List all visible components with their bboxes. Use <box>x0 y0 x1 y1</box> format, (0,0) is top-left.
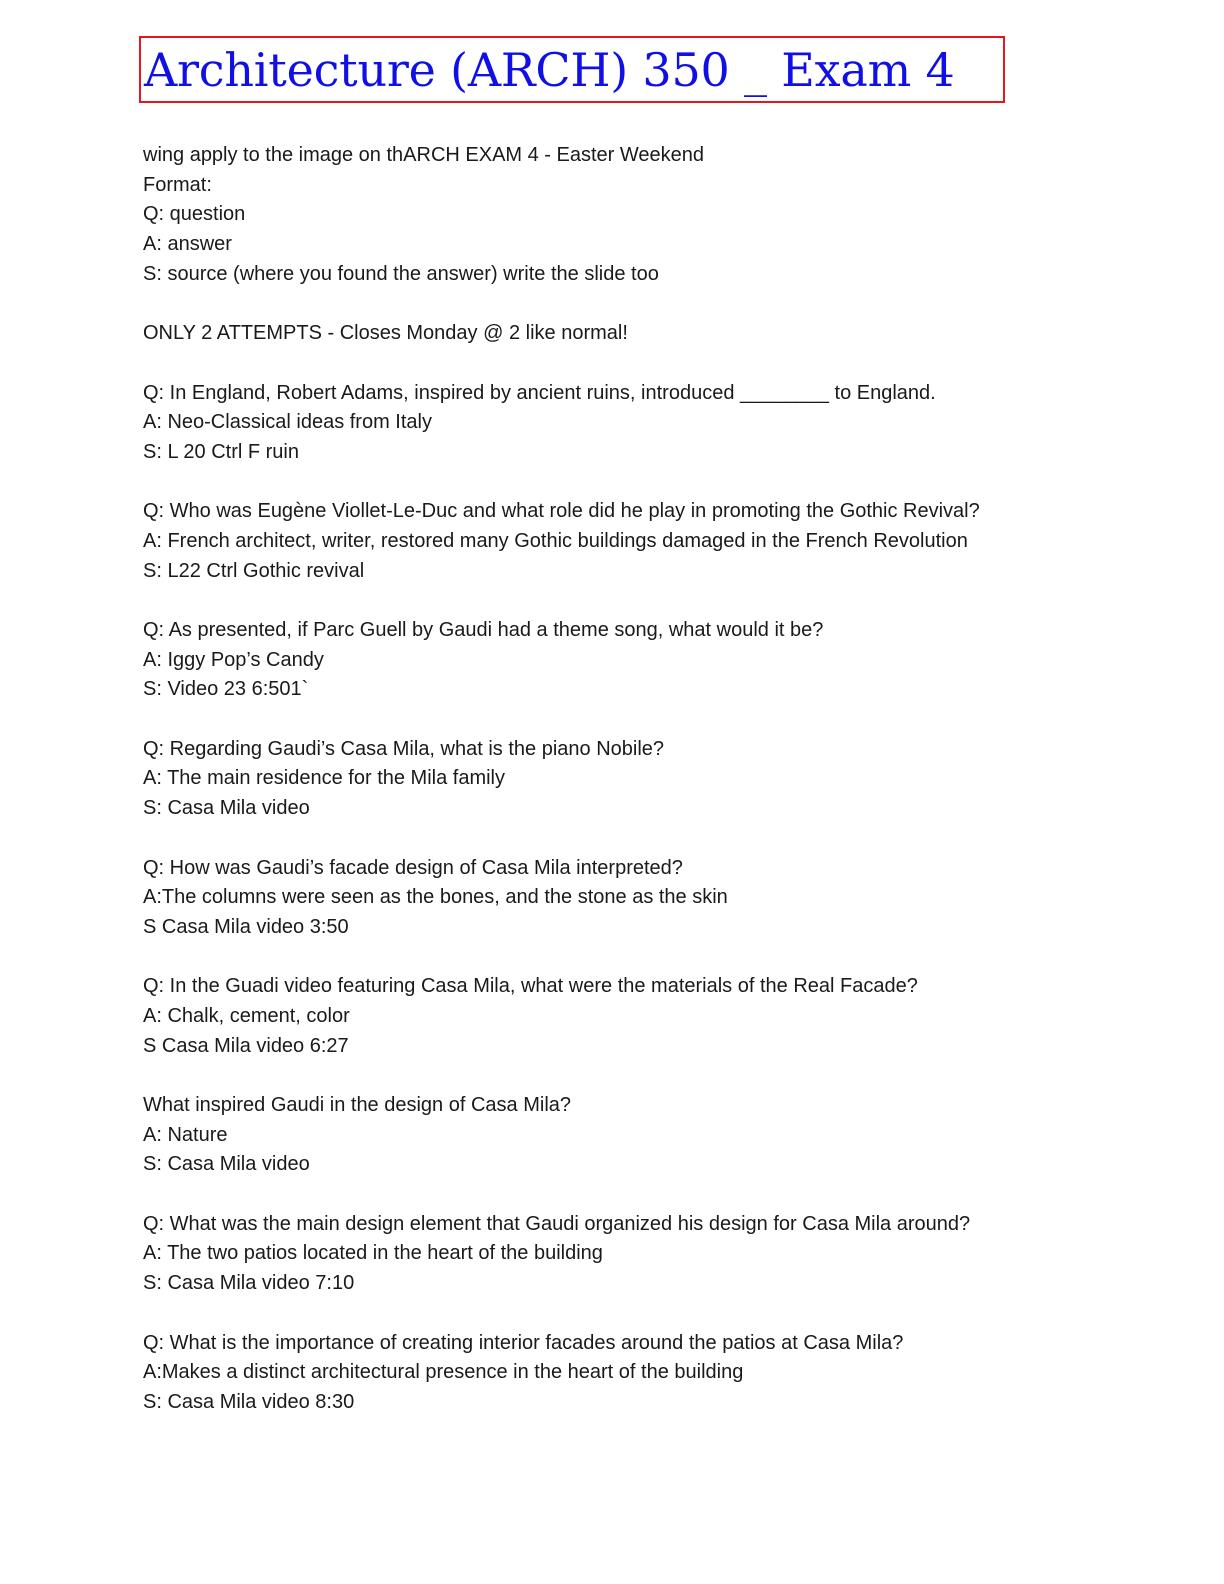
source: S Casa Mila video 3:50 <box>143 915 349 938</box>
answer: A: French architect, writer, restored many Gothic buildings damaged in the French Revolution <box>143 529 968 552</box>
answer: A: Iggy Pop’s Candy <box>143 648 324 671</box>
question: Q: Who was Eugène Viollet-Le-Duc and what role did he play in promoting the Gothic Revival? <box>143 500 980 523</box>
spacer <box>143 1299 1183 1329</box>
answer: A:The columns were seen as the bones, and the stone as the skin <box>143 886 728 909</box>
spacer <box>143 705 1183 735</box>
intro-line: Q: question <box>143 203 246 226</box>
source: S: Video 23 6:501` <box>143 678 309 701</box>
spacer <box>143 824 1183 854</box>
answer: A: The two patios located in the heart of the building <box>143 1242 603 1265</box>
question: Q: How was Gaudi’s facade design of Casa Mila interpreted? <box>143 856 683 879</box>
source: S: L22 Ctrl Gothic revival <box>143 559 365 582</box>
question: Q: In the Guadi video featuring Casa Mila, what were the materials of the Real Facade? <box>143 975 918 998</box>
intro-line: A: answer <box>143 233 232 256</box>
title-box <box>139 36 1005 103</box>
question: What inspired Gaudi in the design of Casa Mila? <box>143 1094 572 1116</box>
intro-line: S: source (where you found the answer) write the slide too <box>143 262 659 285</box>
spacer <box>143 586 1183 616</box>
question: Q: What is the importance of creating interior facades around the patios at Casa Mila? <box>143 1331 904 1354</box>
spacer <box>143 349 1183 379</box>
source: S: L 20 Ctrl F ruin <box>143 440 299 463</box>
answer: A: The main residence for the Mila family <box>143 767 506 790</box>
attempts-notice: ONLY 2 ATTEMPTS - Closes Monday @ 2 like normal! <box>143 322 628 345</box>
source: S: Casa Mila video <box>143 1153 310 1176</box>
document-body <box>143 141 1183 1418</box>
question: Q: As presented, if Parc Guell by Gaudi had a theme song, what would it be? <box>143 619 824 641</box>
intro-line: wing apply to the image on thARCH EXAM 4 - Easter Weekend <box>143 144 705 166</box>
qa-block <box>143 972 1183 1061</box>
page-title: Architecture (ARCH) 350 _ Exam 4 <box>144 43 955 97</box>
spacer <box>143 1061 1183 1091</box>
qa-block <box>143 735 1183 824</box>
source: S: Casa Mila video 8:30 <box>143 1390 355 1413</box>
answer: A: Neo-Classical ideas from Italy <box>143 411 432 434</box>
spacer <box>143 468 1183 498</box>
qa-block <box>143 616 1183 705</box>
intro-line: Format: <box>143 173 212 196</box>
qa-block <box>143 497 1183 586</box>
spacer <box>143 1180 1183 1210</box>
qa-block <box>143 854 1183 943</box>
spacer <box>143 943 1183 973</box>
question: Q: What was the main design element that Gaudi organized his design for Casa Mila around? <box>143 1212 971 1235</box>
qa-block <box>143 379 1183 468</box>
spacer <box>143 289 1183 319</box>
answer: A:Makes a distinct architectural presence in the heart of the building <box>143 1361 744 1384</box>
source: S: Casa Mila video <box>143 797 310 820</box>
qa-block <box>143 1091 1183 1180</box>
answer: A: Chalk, cement, color <box>143 1004 350 1027</box>
question: Q: Regarding Gaudi’s Casa Mila, what is the piano Nobile? <box>143 737 665 760</box>
question: Q: In England, Robert Adams, inspired by ancient ruins, introduced ________ to England. <box>143 381 936 404</box>
qa-block <box>143 1329 1183 1418</box>
answer: A: Nature <box>143 1123 228 1146</box>
source: S: Casa Mila video 7:10 <box>143 1272 355 1295</box>
source: S Casa Mila video 6:27 <box>143 1034 349 1057</box>
qa-block <box>143 1210 1183 1299</box>
